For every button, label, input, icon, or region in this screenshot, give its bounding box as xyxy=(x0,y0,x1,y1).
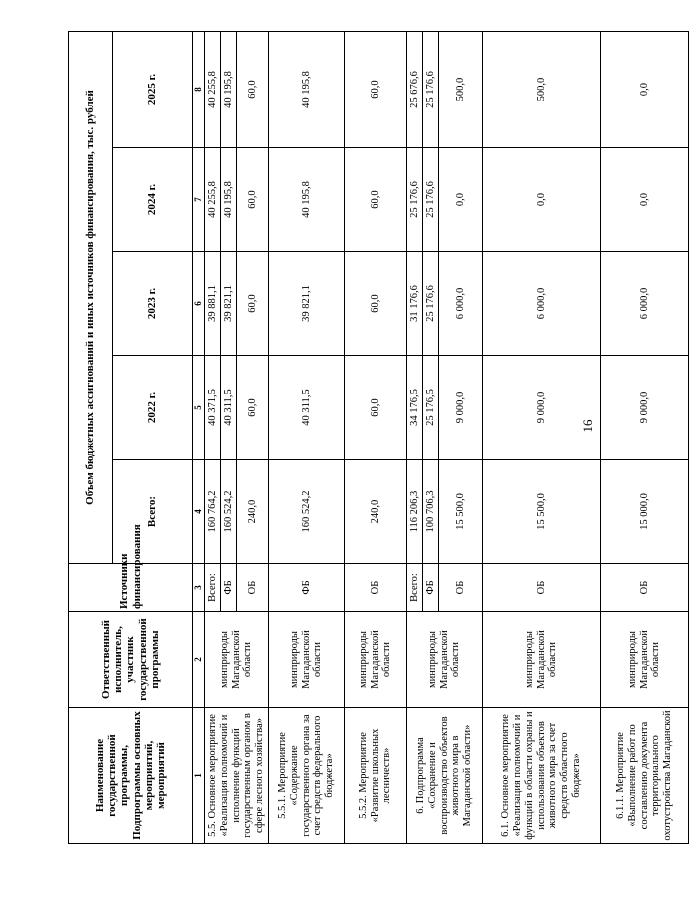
column-number: 6 xyxy=(193,252,205,356)
row-source: ОБ xyxy=(345,564,407,612)
value-2023: 6 000,0 xyxy=(483,252,601,356)
row-responsible: минприроды Магаданской области xyxy=(483,612,601,708)
value-2023: 60,0 xyxy=(237,252,269,356)
value-2022: 9 000,0 xyxy=(601,356,689,460)
value-2024: 60,0 xyxy=(345,148,407,252)
row-responsible: минприроды Магаданской области xyxy=(205,612,269,708)
value-2024: 40 195,8 xyxy=(221,148,237,252)
value-2023: 6 000,0 xyxy=(601,252,689,356)
row-name: 5.5. Основное мероприятие «Реализация полномочий и исполнение функций государственным органом в сфере лесного хозяйства» xyxy=(205,708,269,844)
value-2022: 60,0 xyxy=(345,356,407,460)
header-responsible: Ответственный исполнитель, участник государственной программы xyxy=(69,612,193,708)
value-2025: 25 176,6 xyxy=(423,32,439,148)
header-year: 2023 г. xyxy=(113,252,193,356)
value-2023: 31 176,6 xyxy=(407,252,423,356)
value-total: 160 524,2 xyxy=(269,460,345,564)
value-2025: 0,0 xyxy=(601,32,689,148)
value-2025: 25 676,6 xyxy=(407,32,423,148)
row-source: ОБ xyxy=(439,564,483,612)
column-number: 1 xyxy=(193,708,205,844)
value-total: 100 706,3 xyxy=(423,460,439,564)
column-number: 4 xyxy=(193,460,205,564)
value-2025: 40 195,8 xyxy=(269,32,345,148)
row-name: 5.5.1. Мероприятие «Содержание государственного органа за счет средств федерального бюджета» xyxy=(269,708,345,844)
value-2023: 60,0 xyxy=(345,252,407,356)
value-2025: 500,0 xyxy=(439,32,483,148)
value-2024: 25 176,6 xyxy=(423,148,439,252)
page-number: 16 xyxy=(580,419,595,433)
value-2023: 6 000,0 xyxy=(439,252,483,356)
value-total: 240,0 xyxy=(237,460,269,564)
value-2024: 40 195,8 xyxy=(269,148,345,252)
value-total: 160 524,2 xyxy=(221,460,237,564)
header-total: Всего: xyxy=(113,460,193,564)
header-volume: Объем бюджетных ассигнований и иных источников финансирования, тыс. рублей xyxy=(69,32,113,564)
value-total: 15 500,0 xyxy=(483,460,601,564)
row-name: 6. Подпрограмма «Сохранение и воспроизводство объектов животного мира в Магаданской области» xyxy=(407,708,483,844)
value-2022: 60,0 xyxy=(237,356,269,460)
value-2023: 39 821,1 xyxy=(269,252,345,356)
column-number: 5 xyxy=(193,356,205,460)
row-name: 6.1. Основное мероприятие «Реализация полномочий и функций в области охраны и использования объектов животного мира за счет средств областного бюджета» xyxy=(483,708,601,844)
value-total: 15 000,0 xyxy=(601,460,689,564)
value-total: 15 500,0 xyxy=(439,460,483,564)
row-responsible: минприроды Магаданской области xyxy=(345,612,407,708)
value-total: 240,0 xyxy=(345,460,407,564)
value-2024: 25 176,6 xyxy=(407,148,423,252)
row-source: ФБ xyxy=(269,564,345,612)
value-2022: 25 176,5 xyxy=(423,356,439,460)
value-2023: 39 881,1 xyxy=(205,252,221,356)
value-2022: 34 176,5 xyxy=(407,356,423,460)
row-responsible: минприроды Магаданской области xyxy=(601,612,689,708)
row-source: ОБ xyxy=(601,564,689,612)
header-source: Источники финансирования xyxy=(69,564,193,612)
value-total: 160 764,2 xyxy=(205,460,221,564)
header-year: 2022 г. xyxy=(113,356,193,460)
value-2022: 40 371,5 xyxy=(205,356,221,460)
budget-table xyxy=(68,31,689,844)
row-name: 6.1.1. Мероприятие «Выполнение работ по составлению документа территориального охотустройства Магаданской xyxy=(601,708,689,844)
column-number: 8 xyxy=(193,32,205,148)
value-2022: 9 000,0 xyxy=(439,356,483,460)
header-year: 2024 г. xyxy=(113,148,193,252)
row-source: ФБ xyxy=(423,564,439,612)
row-source: ОБ xyxy=(483,564,601,612)
value-2024: 0,0 xyxy=(439,148,483,252)
header-year: 2025 г. xyxy=(113,32,193,148)
value-2024: 0,0 xyxy=(601,148,689,252)
column-number: 2 xyxy=(193,612,205,708)
column-number: 3 xyxy=(193,564,205,612)
column-number: 7 xyxy=(193,148,205,252)
row-responsible: минприроды Магаданской области xyxy=(407,612,483,708)
value-2023: 39 821,1 xyxy=(221,252,237,356)
value-2025: 500,0 xyxy=(483,32,601,148)
value-2024: 0,0 xyxy=(483,148,601,252)
value-2025: 40 255,8 xyxy=(205,32,221,148)
rotated-table-wrapper xyxy=(68,32,674,844)
value-2023: 25 176,6 xyxy=(423,252,439,356)
value-2024: 40 255,8 xyxy=(205,148,221,252)
row-source: Всего: xyxy=(205,564,221,612)
value-2025: 40 195,8 xyxy=(221,32,237,148)
value-2022: 40 311,5 xyxy=(269,356,345,460)
value-2022: 9 000,0 xyxy=(483,356,601,460)
row-source: ОБ xyxy=(237,564,269,612)
value-total: 116 206,3 xyxy=(407,460,423,564)
value-2025: 60,0 xyxy=(345,32,407,148)
value-2025: 60,0 xyxy=(237,32,269,148)
value-2022: 40 311,5 xyxy=(221,356,237,460)
row-name: 5.5.2. Мероприятие «Развитие школьных лесничеств» xyxy=(345,708,407,844)
row-source: ФБ xyxy=(221,564,237,612)
row-responsible: минприроды Магаданской области xyxy=(269,612,345,708)
header-name: Наименование государственной программы, Подпрограммы основных мероприятий, мероприятий xyxy=(69,708,193,844)
value-2024: 60,0 xyxy=(237,148,269,252)
row-source: Всего: xyxy=(407,564,423,612)
